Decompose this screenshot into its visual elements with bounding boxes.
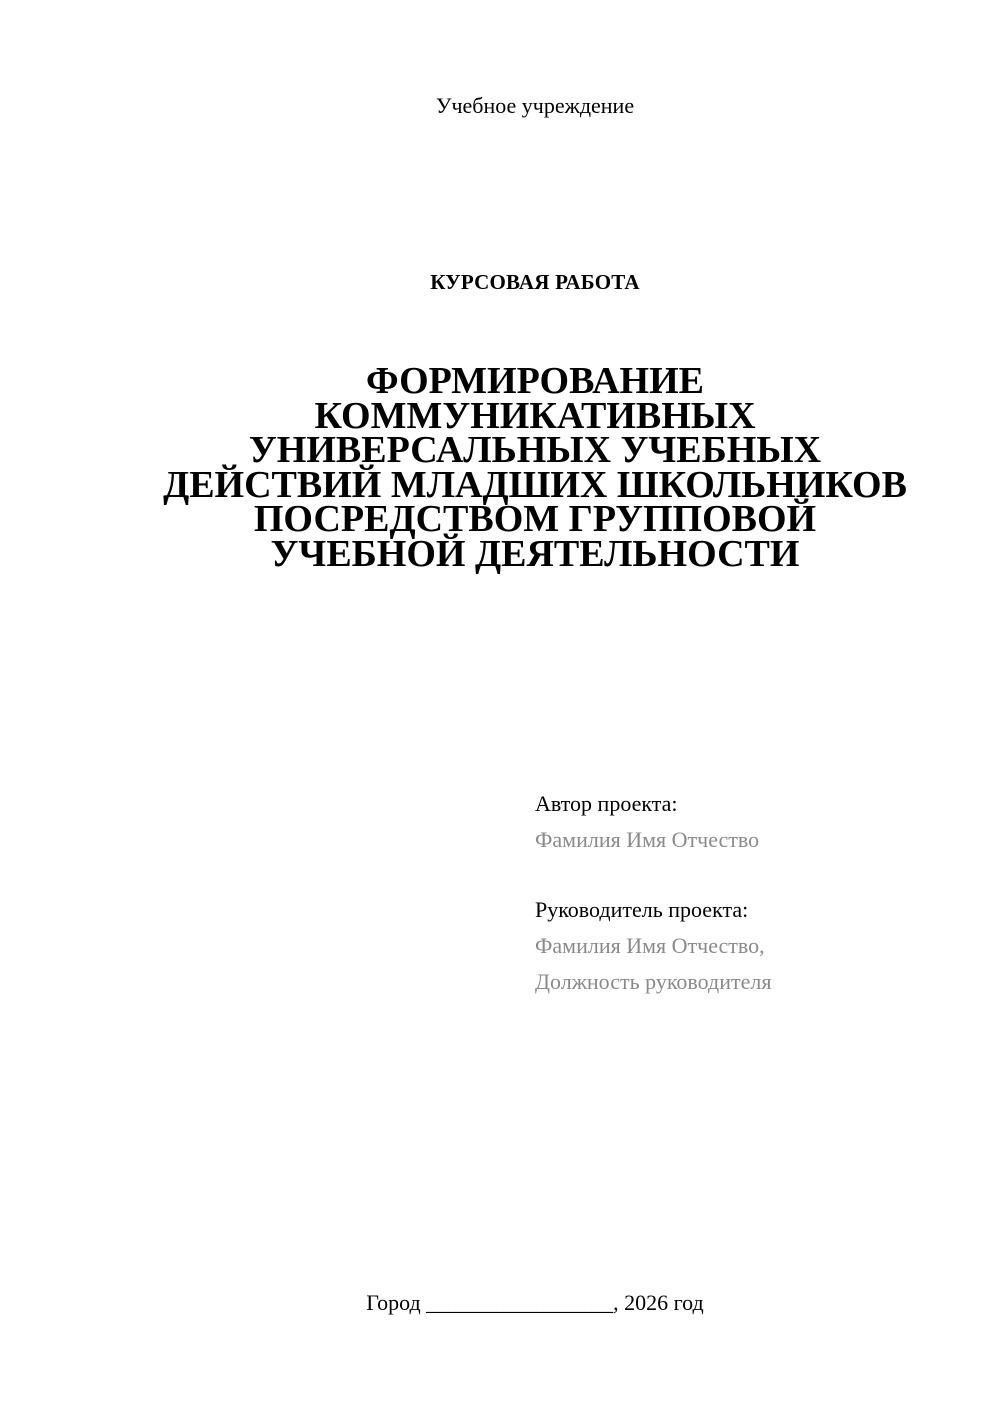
supervisor-name: Фамилия Имя Отчество, xyxy=(535,933,765,958)
work-type-heading: КУРСОВАЯ РАБОТА xyxy=(430,270,640,294)
institution-name: Учебное учреждение xyxy=(435,93,635,118)
author-name: Фамилия Имя Отчество xyxy=(535,827,760,852)
author-label: Автор проекта: xyxy=(535,791,678,816)
work-title xyxy=(120,360,950,575)
title-line: УЧЕБНОЙ ДЕЯТЕЛЬНОСТИ xyxy=(270,532,800,575)
supervisor-block xyxy=(535,892,975,1000)
supervisor-label: Руководитель проекта: xyxy=(535,897,749,922)
title-line: КОММУНИКАТИВНЫХ xyxy=(314,394,756,437)
title-line: ФОРМИРОВАНИЕ xyxy=(366,360,704,402)
city-blank: _________________ xyxy=(426,1290,614,1315)
title-line: ПОСРЕДСТВОМ ГРУППОВОЙ xyxy=(253,498,817,540)
supervisor-position: Должность руководителя xyxy=(535,969,772,994)
author-block xyxy=(535,786,975,858)
title-line: ДЕЙСТВИЙ МЛАДШИХ ШКОЛЬНИКОВ xyxy=(163,463,907,506)
city-year-line xyxy=(0,1288,1000,1318)
title-line: УНИВЕРСАЛЬНЫХ УЧЕБНЫХ xyxy=(248,429,822,471)
city-label: Город xyxy=(366,1290,421,1315)
year-text: , 2026 год xyxy=(613,1290,704,1315)
